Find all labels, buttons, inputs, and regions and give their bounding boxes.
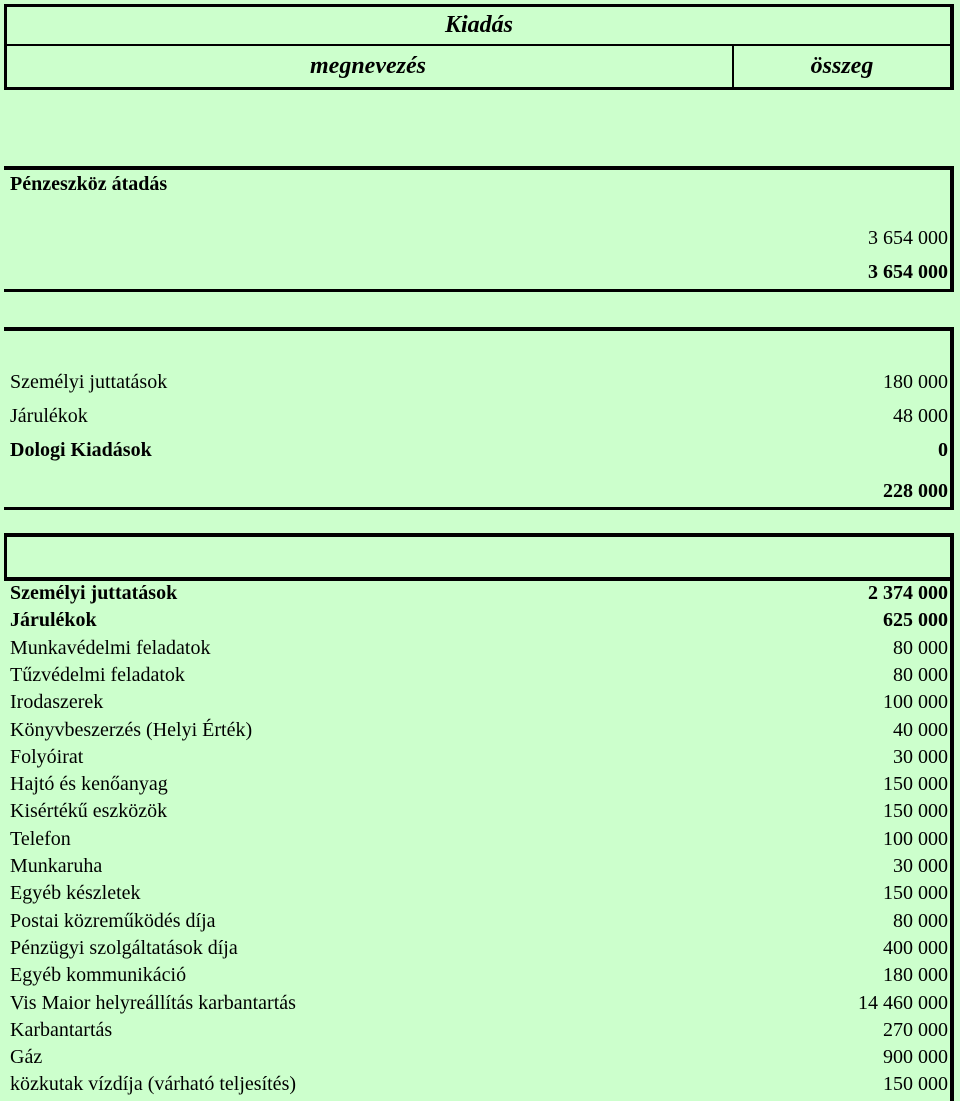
row-label: Postai közreműködés díja (10, 910, 216, 932)
row-amount: 150 000 (883, 882, 948, 904)
row-label: közkutak vízdíja (várható teljesítés) (10, 1073, 297, 1095)
row-amount: 100 000 (883, 828, 948, 850)
section-total: 3 654 000 (868, 261, 948, 283)
row-label: Egyéb kommunikáció (10, 964, 187, 986)
row-amount: 180 000 (883, 371, 948, 393)
row-amount: 48 000 (893, 405, 948, 427)
row-label: Egyéb készletek (10, 882, 141, 904)
section-title: Pénzeszköz átadás (10, 173, 168, 195)
row-amount: 180 000 (883, 964, 948, 986)
row-amount: 150 000 (883, 800, 948, 822)
row-label: Munkaruha (10, 855, 103, 877)
row-label: Irodaszerek (10, 691, 104, 713)
row-label: Hajtó és kenőanyag (10, 773, 168, 795)
row-label: Járulékok (10, 405, 88, 427)
row-label: Járulékok (10, 609, 97, 631)
column-header-amount: összeg (810, 53, 874, 79)
row-amount: 2 374 000 (868, 582, 948, 604)
amount-value: 3 654 000 (868, 227, 948, 249)
row-label: Folyóirat (10, 746, 84, 768)
section-total: 228 000 (883, 480, 948, 502)
row-amount: 80 000 (893, 637, 948, 659)
row-amount: 0 (938, 439, 948, 461)
row-amount: 80 000 (893, 910, 948, 932)
row-label: Személyi juttatások (10, 371, 168, 393)
row-amount: 150 000 (883, 1073, 948, 1095)
row-amount: 100 000 (883, 691, 948, 713)
header-title: Kiadás (444, 12, 513, 38)
column-header-name: megnevezés (310, 53, 426, 79)
row-label: Személyi juttatások (10, 582, 178, 604)
row-amount: 30 000 (893, 855, 948, 877)
row-label: Dologi Kiadások (10, 439, 152, 461)
row-label: Telefon (10, 828, 71, 850)
row-amount: 270 000 (883, 1019, 948, 1041)
row-amount: 625 000 (883, 609, 948, 631)
row-label: Kisértékű eszközök (10, 800, 168, 822)
row-amount: 30 000 (893, 746, 948, 768)
row-label: Karbantartás (10, 1019, 113, 1041)
row-label: Könyvbeszerzés (Helyi Érték) (10, 719, 253, 741)
row-amount: 14 460 000 (858, 992, 948, 1014)
row-amount: 900 000 (883, 1046, 948, 1068)
row-label: Munkavédelmi feladatok (10, 637, 211, 659)
row-amount: 150 000 (883, 773, 948, 795)
row-label: Vis Maior helyreállítás karbantartás (10, 992, 296, 1014)
row-label: Pénzügyi szolgáltatások díja (10, 937, 238, 959)
row-amount: 400 000 (883, 937, 948, 959)
row-amount: 40 000 (893, 719, 948, 741)
row-label: Tűzvédelmi feladatok (10, 664, 185, 686)
row-label: Gáz (10, 1046, 43, 1068)
row-amount: 80 000 (893, 664, 948, 686)
